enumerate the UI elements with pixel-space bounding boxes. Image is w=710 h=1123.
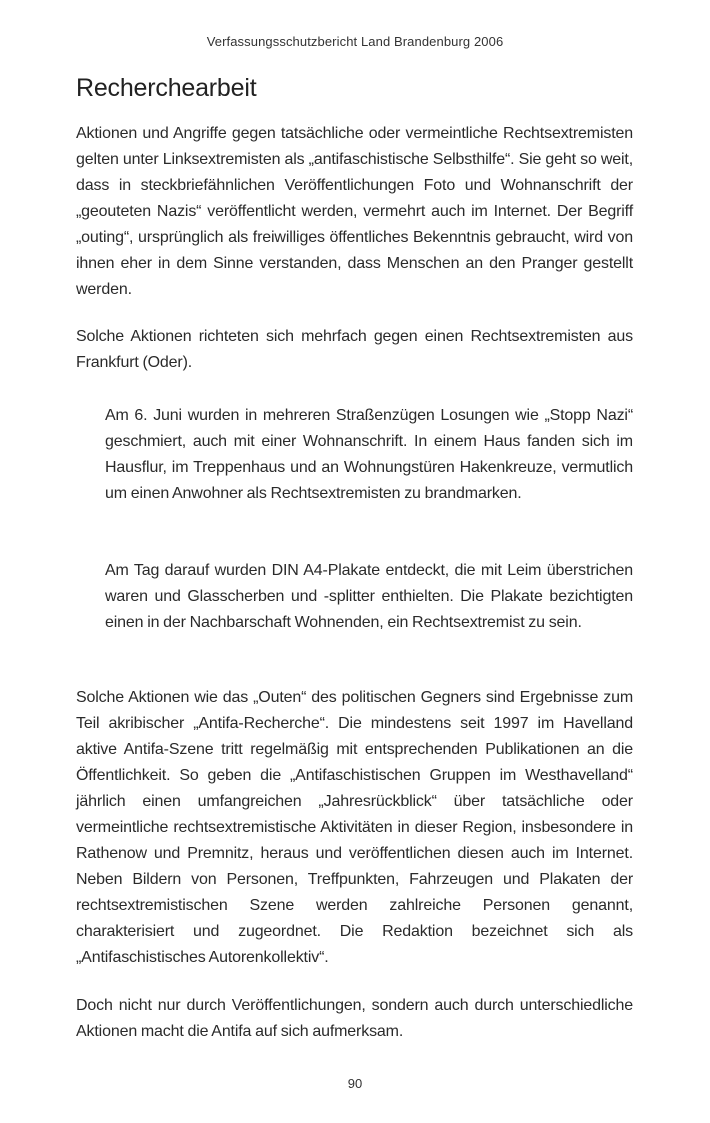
paragraph-antifa-research: Solche Aktionen wie das „Outen“ des politischen Gegners sind Ergebnisse zum Teil akribischer „Antifa-Recherche“. Die mindestens seit 1997 im Havelland aktive Antifa-Szene tritt regelmäßig mit entsprechenden Publikationen an die Öffentlichkeit. So geben die „Antifaschistischen Gruppen im Westhavelland“ jährlich einen umfangreichen „Jahresrückblick“ über tatsächliche oder vermeintliche rechtsextremistische Aktivitäten in dieser Region, insbesondere in Rathenow und Premnitz, heraus und veröffentlichen diesen auch im Internet. Neben Bildern von Personen, Treffpunkten, Fahrzeugen und Plakaten der rechtsextremistischen Szene werden zahlreiche Personen genannt, charakterisiert und zugeordnet. Die Redaktion bezeichnet sich als „Antifaschistisches Autorenkollektiv“. [76,689,633,966]
paragraph-outing-intro: Aktionen und Angriffe gegen tatsächliche oder vermeintliche Rechtsextremisten gelten unter Linksextremisten als „antifaschistische Selbsthilfe“. Sie geht so weit, dass in steckbriefähnlichen Veröffentlichungen Foto und Wohnanschrift der „geouteten Nazis“ veröffentlicht werden, vermehrt auch im Internet. Der Begriff „outing“, ursprünglich als freiwilliges öffentliches Bekenntnis gebraucht, wird von ihnen eher in dem Sinne verstanden, dass Menschen an den Pranger gestellt werden. [76,125,633,298]
running-header: Verfassungsschutzbericht Land Brandenburg 2006 [206,34,504,49]
section-title: Recherchearbeit [76,74,257,102]
paragraph-antifa-actions: Doch nicht nur durch Veröffentlichungen, sondern auch durch unterschiedliche Aktionen macht die Antifa auf sich aufmerksam. [76,997,633,1040]
page-number: 90 [347,1076,363,1091]
paragraph-example-next-day: Am Tag darauf wurden DIN A4-Plakate entdeckt, die mit Leim überstrichen waren und Glasscherben und -splitter enthielten. Die Plakate bezichtigten einen in der Nachbarschaft Wohnenden, ein Rechtsextremist zu sein. [105,562,633,631]
paragraph-example-june-6: Am 6. Juni wurden in mehreren Straßenzügen Losungen wie „Stopp Nazi“ geschmiert, auch mit einer Wohnanschrift. In einem Haus fanden sich im Hausflur, im Treppenhaus und an Wohnungstüren Hakenkreuze, vermutlich um einen Anwohner als Rechtsextremisten zu brandmarken. [105,407,633,502]
paragraph-frankfurt-actions: Solche Aktionen richteten sich mehrfach gegen einen Rechtsextremisten aus Frankfurt (Oder). [76,328,633,371]
